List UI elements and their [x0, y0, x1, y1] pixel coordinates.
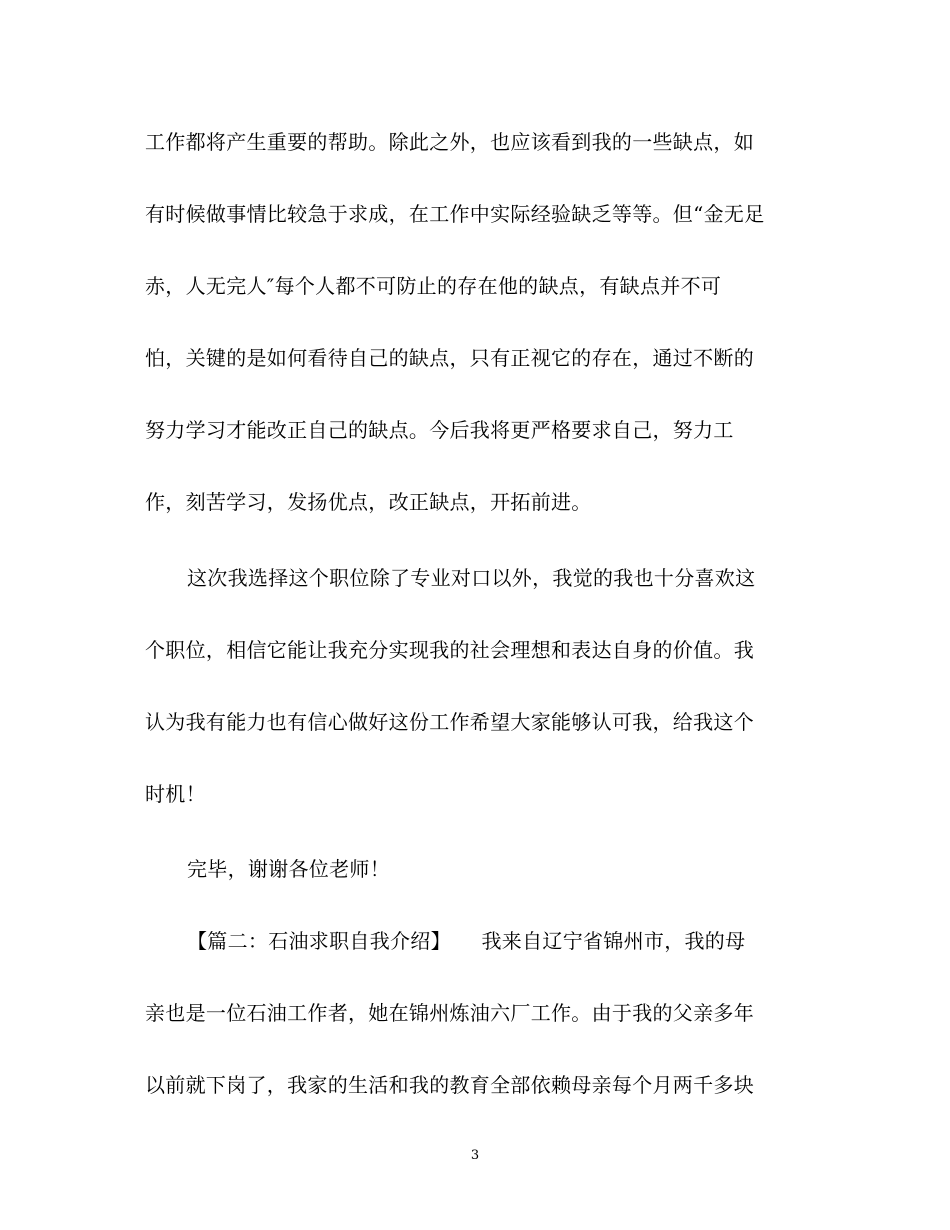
text-line: 时机！ — [145, 782, 206, 806]
page-number: 3 — [470, 1148, 480, 1163]
text-line: 亲也是一位石油工作者，她在锦州炼油六厂工作。由于我的父亲多年 — [145, 1001, 754, 1025]
paragraph-first-line: 这次我选择这个职位除了专业对口以外，我觉的我也十分喜欢这 — [187, 566, 756, 590]
text-line: 努力学习才能改正自己的缺点。今后我将更严格要求自己，努力工 — [145, 418, 734, 442]
text-line: 作，刻苦学习，发扬优点，改正缺点，开拓前进。 — [145, 490, 592, 514]
text-line: 认为我有能力也有信心做好这份工作希望大家能够认可我，给我这个 — [145, 710, 754, 734]
text-line: 个职位，相信它能让我充分实现我的社会理想和表达自身的价值。我 — [145, 638, 754, 662]
paragraph-first-line: 完毕，谢谢各位老师！ — [187, 857, 390, 881]
text-line: 有时候做事情比较急于求成，在工作中实际经验缺乏等等。但“金无足 — [145, 202, 765, 226]
text-line: 工作都将产生重要的帮助。除此之外，也应该看到我的一些缺点，如 — [145, 130, 754, 154]
section-heading-line: 【篇二：石油求职自我介绍】 我来自辽宁省锦州市，我的母 — [187, 929, 746, 953]
text-line: 怕，关键的是如何看待自己的缺点，只有正视它的存在，通过不断的 — [145, 346, 754, 370]
text-line: 以前就下岗了，我家的生活和我的教育全部依赖母亲每个月两千多块 — [145, 1073, 754, 1097]
text-line: 赤，人无完人″每个人都不可防止的存在他的缺点，有缺点并不可 — [145, 274, 722, 298]
